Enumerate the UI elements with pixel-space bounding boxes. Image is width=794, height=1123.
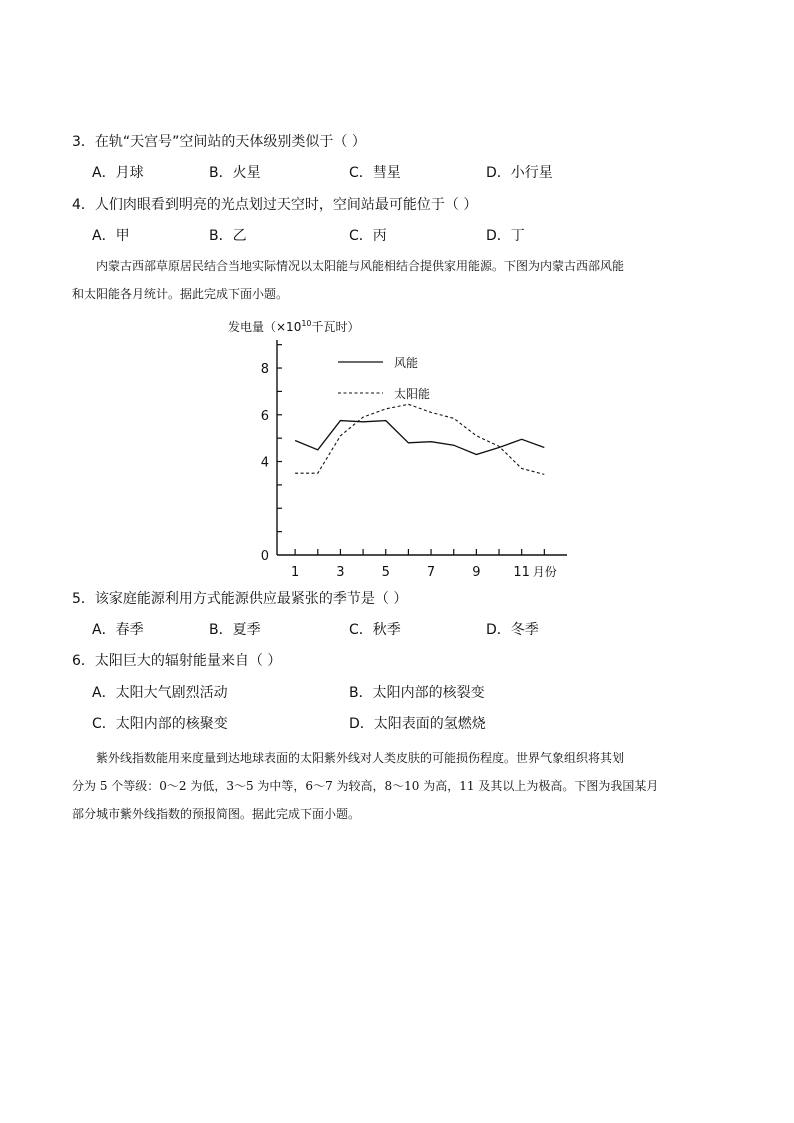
q5-option-d[interactable]: D．冬季 xyxy=(486,622,539,638)
x-tick-label: 1 xyxy=(290,565,300,580)
y-axis-label-suffix: 千瓦时） xyxy=(311,320,360,334)
q6-option-a[interactable]: A．太阳大气剧烈活动 xyxy=(92,685,228,701)
q6-option-d[interactable]: D．太阳表面的氢燃烧 xyxy=(349,716,486,732)
question-6-options-row-1 xyxy=(92,683,652,703)
x-tick-label: 3 xyxy=(336,565,345,580)
intro-paragraph-uv xyxy=(72,744,722,828)
intro-2-line-2: 分为 5 个等级：0～2 为低，3～5 为中等，6～7 为较高，8～10 为高，11 及其以上为极高。下图为我国某月 xyxy=(72,779,659,793)
q3-option-a[interactable]: A．月球 xyxy=(92,165,144,181)
x-tick-label: 5 xyxy=(381,565,390,580)
q6-option-c[interactable]: C．太阳内部的核聚变 xyxy=(92,716,228,732)
x-tick-label: 7 xyxy=(426,565,436,580)
q6-option-b[interactable]: B．太阳内部的核裂变 xyxy=(349,685,485,701)
y-tick-label: 8 xyxy=(260,362,269,378)
y-tick-label: 6 xyxy=(260,408,269,424)
q3-option-d[interactable]: D．小行星 xyxy=(486,165,553,181)
q4-option-c[interactable]: C．丙 xyxy=(349,228,387,244)
q4-option-d[interactable]: D．丁 xyxy=(486,228,525,244)
y-axis-label-exponent: 10 xyxy=(301,319,312,328)
y-tick-label: 4 xyxy=(260,455,269,471)
question-6-options-row-2 xyxy=(92,714,652,734)
question-3-stem: 3．在轨“天宫号”空间站的天体级别类似于（ ） xyxy=(72,134,366,150)
energy-line-chart xyxy=(210,312,590,582)
intro-1-line-2: 和太阳能各月统计。据此完成下面小题。 xyxy=(72,287,289,301)
intro-paragraph-energy xyxy=(72,252,722,308)
intro-2-line-1: 紫外线指数能用来度量到达地球表面的太阳紫外线对人类皮肤的可能损伤程度。世界气象组织将其划 xyxy=(96,751,625,765)
question-3-options xyxy=(92,163,652,183)
y-axis-label xyxy=(228,319,360,334)
q3-option-c[interactable]: C．彗星 xyxy=(349,165,401,181)
q5-option-c[interactable]: C．秋季 xyxy=(349,622,401,638)
legend-label: 太阳能 xyxy=(394,387,431,401)
question-5-stem: 5．该家庭能源利用方式能源供应最紧张的季节是（ ） xyxy=(72,591,408,607)
intro-2-line-3: 部分城市紫外线指数的预报简图。据此完成下面小题。 xyxy=(72,807,361,821)
x-axis-label: 月份 xyxy=(532,565,557,579)
q4-option-a[interactable]: A．甲 xyxy=(92,228,130,244)
question-4-stem: 4．人们肉眼看到明亮的光点划过天空时，空间站最可能位于（ ） xyxy=(72,197,478,213)
question-6-stem: 6．太阳巨大的辐射能量来自（ ） xyxy=(72,653,282,669)
q4-option-b[interactable]: B．乙 xyxy=(209,228,247,244)
question-4-options xyxy=(92,226,652,246)
q3-option-b[interactable]: B．火星 xyxy=(209,165,261,181)
legend-label: 风能 xyxy=(394,356,419,370)
x-tick-label: 11 xyxy=(513,565,530,580)
question-5-options xyxy=(92,620,652,640)
y-tick-label: 0 xyxy=(260,549,269,564)
x-tick-label: 9 xyxy=(472,565,481,580)
series-line-solar xyxy=(295,404,544,474)
q5-option-a[interactable]: A．春季 xyxy=(92,622,144,638)
y-axis-label-prefix: 发电量（×10 xyxy=(228,320,302,334)
q5-option-b[interactable]: B．夏季 xyxy=(209,622,261,638)
intro-1-line-1: 内蒙古西部草原居民结合当地实际情况以太阳能与风能相结合提供家用能源。下图为内蒙古西部风能 xyxy=(96,259,625,273)
